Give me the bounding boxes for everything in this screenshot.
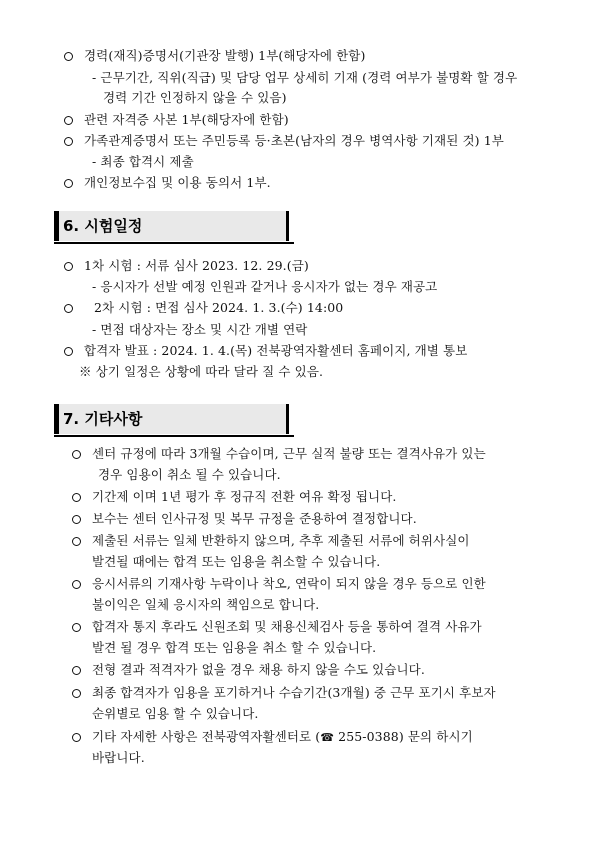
list-item-cont: 경우 임용이 취소 될 수 있습니다. <box>98 467 281 482</box>
circle-bullet-icon <box>72 733 81 742</box>
circle-bullet-icon <box>72 666 81 675</box>
list-item-detail: - 면접 대상자는 장소 및 시간 개별 연락 <box>92 322 308 337</box>
section-title: 7. 기타사항 <box>63 410 143 428</box>
telephone-icon: ☎ <box>320 731 335 744</box>
section-6-heading <box>54 211 286 241</box>
circle-bullet-icon <box>64 116 73 125</box>
circle-bullet-icon <box>72 493 81 502</box>
list-item: 개인정보수집 및 이용 동의서 1부. <box>84 175 271 190</box>
list-item-detail: 경력 기간 인정하지 않을 수 있음) <box>103 90 287 105</box>
list-item: 응시서류의 기재사항 누락이나 착오, 연락이 되지 않을 경우 등으로 인한 <box>92 576 486 591</box>
list-item <box>92 729 473 746</box>
circle-bullet-icon <box>72 689 81 698</box>
list-item: 보수는 센터 인사규정 및 복무 규정을 준용하여 결정합니다. <box>92 511 417 526</box>
list-item-cont: 발견될 때에는 합격 또는 임용을 취소할 수 있습니다. <box>92 554 381 569</box>
list-item-cont: 순위별로 임용 할 수 있습니다. <box>92 706 259 721</box>
circle-bullet-icon <box>72 450 81 459</box>
circle-bullet-icon <box>72 515 81 524</box>
list-item-detail: - 근무기간, 직위(직급) 및 담당 업무 상세히 기재 (경력 여부가 불명확 할 경우 <box>92 70 518 85</box>
list-item: 합격자 발표 : 2024. 1. 4.(목) 전북광역자활센터 홈페이지, 개별 통보 <box>84 343 468 358</box>
list-item-detail: - 응시자가 선발 예정 인원과 같거나 응시자가 없는 경우 재공고 <box>92 279 438 294</box>
list-item: 전형 결과 적격자가 없을 경우 채용 하지 않을 수도 있습니다. <box>92 662 425 677</box>
heading-underline <box>54 242 294 244</box>
list-item: 센터 규정에 따라 3개월 수습이며, 근무 실적 불량 또는 결격사유가 있는 <box>92 446 486 461</box>
list-item: 가족관계증명서 또는 주민등록 등·초본(남자의 경우 병역사항 기재된 것) 1부 <box>84 133 504 148</box>
list-item: 합격자 통지 후라도 신원조회 및 채용신체검사 등을 통하여 결격 사유가 <box>92 619 482 634</box>
circle-bullet-icon <box>64 347 73 356</box>
list-item: 1차 시험 : 서류 심사 2023. 12. 29.(금) <box>84 258 309 273</box>
list-item: 경력(재직)증명서(기관장 발행) 1부(해당자에 한함) <box>84 48 366 63</box>
list-item: 관련 자격증 사본 1부(해당자에 한함) <box>84 112 289 127</box>
list-item-cont: 불이익은 일체 응시자의 책임으로 합니다. <box>92 597 320 612</box>
circle-bullet-icon <box>64 137 73 146</box>
circle-bullet-icon <box>72 580 81 589</box>
circle-bullet-icon <box>64 52 73 61</box>
list-item: 기간제 이며 1년 평가 후 정규직 전환 여유 확정 됩니다. <box>92 489 397 504</box>
list-item-detail: - 최종 합격시 제출 <box>92 154 194 169</box>
phone-number: 255-0388) 문의 하시기 <box>338 729 473 744</box>
circle-bullet-icon <box>72 623 81 632</box>
circle-bullet-icon <box>64 179 73 188</box>
section-title: 6. 시험일정 <box>63 217 143 235</box>
list-item-cont: 발견 될 경우 합격 또는 임용을 취소 할 수 있습니다. <box>92 640 377 655</box>
circle-bullet-icon <box>64 262 73 271</box>
heading-underline <box>54 435 294 437</box>
list-item: 최종 합격자가 임용을 포기하거나 수습기간(3개월) 중 근무 포기시 후보자 <box>92 685 496 700</box>
circle-bullet-icon <box>72 537 81 546</box>
list-item-cont: 바랍니다. <box>92 750 145 765</box>
section-7-heading <box>54 404 286 434</box>
contact-text: 기타 자세한 사항은 전북광역자활센터로 ( <box>92 729 321 744</box>
circle-bullet-icon <box>64 304 73 313</box>
list-item: 2차 시험 : 면접 심사 2024. 1. 3.(수) 14:00 <box>94 300 344 315</box>
note: ※ 상기 일정은 상황에 따라 달라 질 수 있음. <box>79 364 324 379</box>
list-item: 제출된 서류는 일체 반환하지 않으며, 추후 제출된 서류에 허위사실이 <box>92 533 470 548</box>
